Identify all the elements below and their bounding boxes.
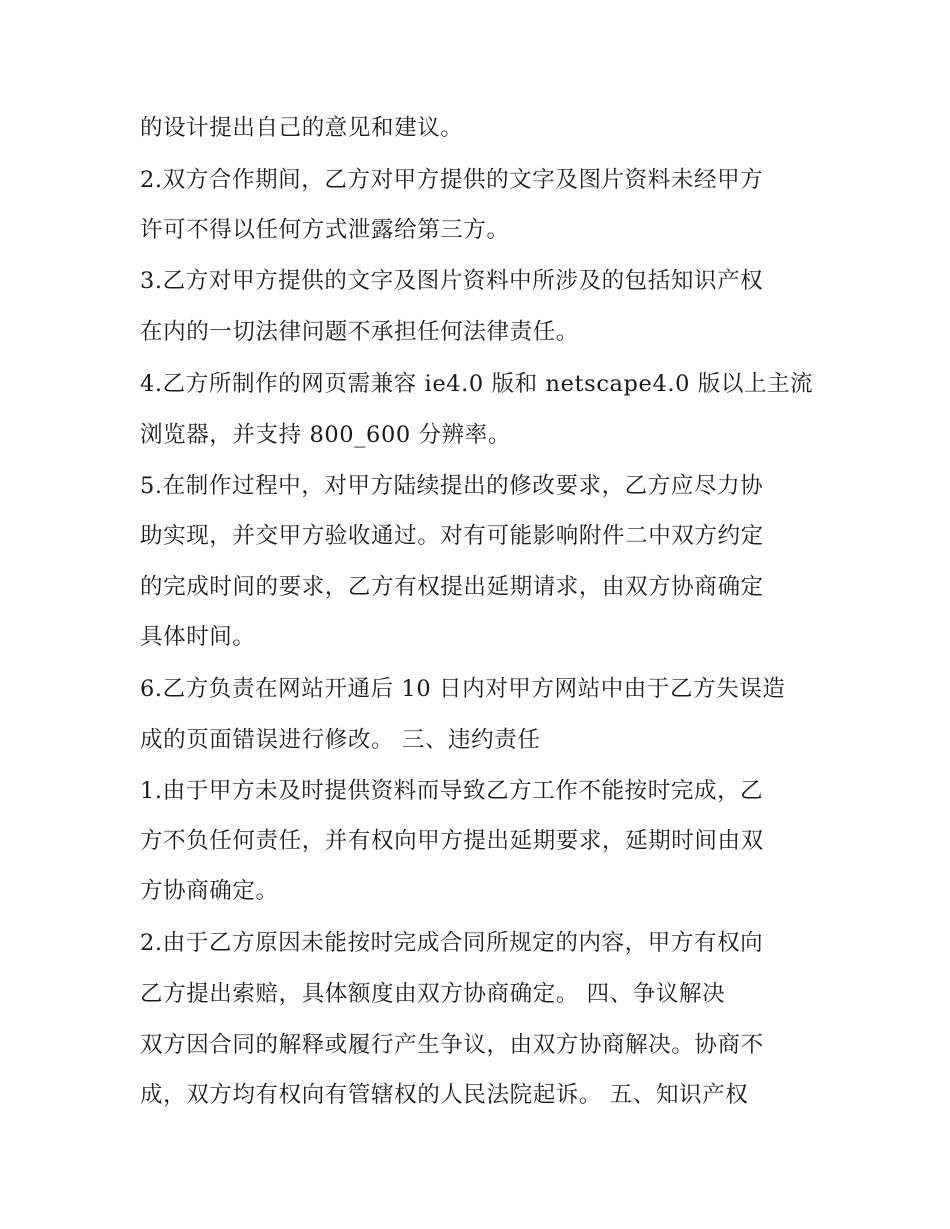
clause-6-line: 6.乙方负责在网站开通后 10 日内对甲方网站中由于乙方失误造 — [140, 676, 786, 702]
body-text-line: 具体时间。 — [140, 624, 256, 650]
body-text-line: 方不负任何责任，并有权向甲方提出延期要求，延期时间由双 — [140, 828, 764, 854]
clause-5-line: 5.在制作过程中，对甲方陆续提出的修改要求，乙方应尽力协 — [140, 473, 764, 499]
clause-3-line: 3.乙方对甲方提供的文字及图片资料中所涉及的包括知识产权 — [140, 268, 764, 294]
body-text-line: 许可不得以任何方式泄露给第三方。 — [140, 217, 510, 243]
body-text-line: 在内的一切法律问题不承担任何法律责任。 — [140, 319, 579, 345]
body-text-line: 方协商确定。 — [140, 878, 279, 904]
clause-4-line: 4.乙方所制作的网页需兼容 ie4.0 版和 netscape4.0 版以上主流 — [140, 371, 814, 397]
breach-clause-2-line: 2.由于乙方原因未能按时完成合同所规定的内容，甲方有权向 — [140, 930, 764, 956]
section-heading-line: 成，双方均有权向有管辖权的人民法院起诉。 五、知识产权 — [140, 1082, 749, 1108]
body-text-line: 助实现，并交甲方验收通过。对有可能影响附件二中双方约定 — [140, 523, 764, 549]
body-text-line: 的完成时间的要求，乙方有权提出延期请求，由双方协商确定 — [140, 574, 764, 600]
clause-2-line: 2.双方合作期间，乙方对甲方提供的文字及图片资料未经甲方 — [140, 167, 764, 193]
body-text-line: 的设计提出自己的意见和建议。 — [140, 115, 464, 141]
body-text-line: 浏览器，并支持 800_600 分辨率。 — [140, 422, 511, 448]
section-heading-line: 乙方提出索赔，具体额度由双方协商确定。 四、争议解决 — [140, 981, 726, 1007]
section-heading-line: 成的页面错误进行修改。 三、违约责任 — [140, 727, 541, 753]
dispute-clause-line: 双方因合同的解释或履行产生争议，由双方协商解决。协商不 — [140, 1032, 764, 1058]
breach-clause-1-line: 1.由于甲方未及时提供资料而导致乙方工作不能按时完成，乙 — [140, 778, 764, 804]
